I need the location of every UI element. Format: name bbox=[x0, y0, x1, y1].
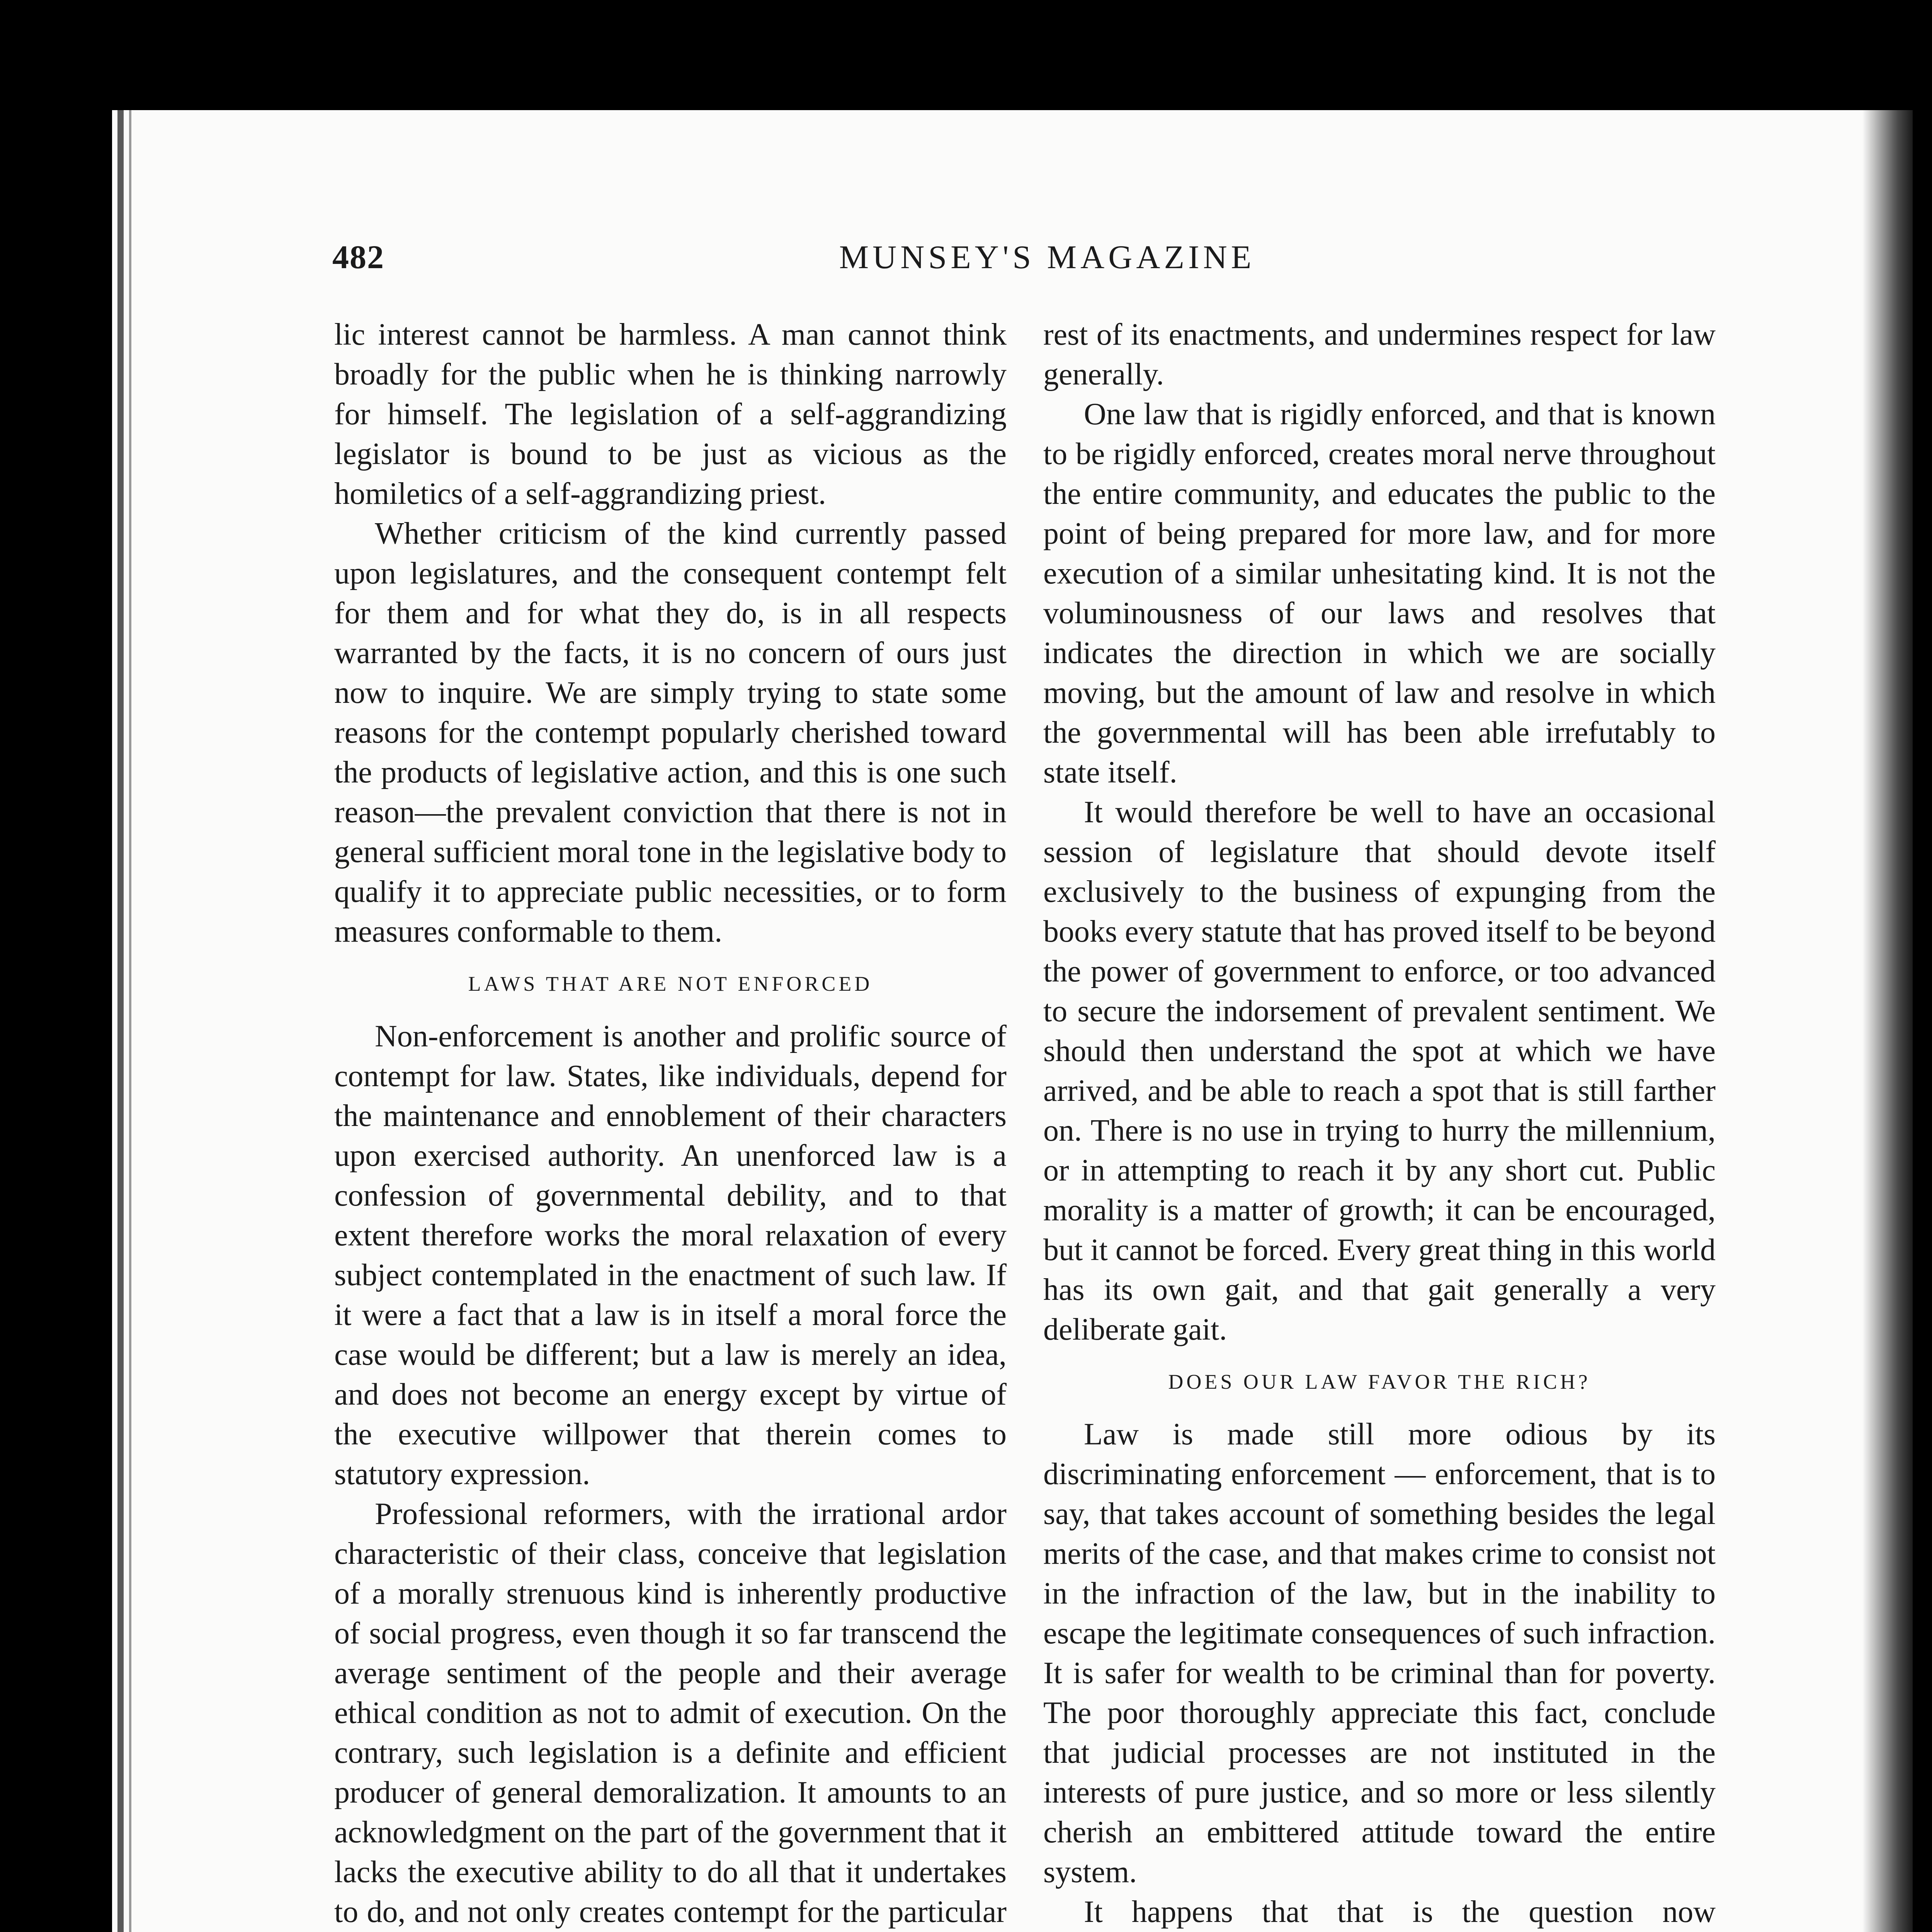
paragraph: It would therefore be well to have an occasional session of legislature that should devote itself exclusively to the business of expunging from the books every statute that has proved itself to be beyond the power of government to enforce, or too advanced to secure the indorsement of prevalent sentiment. We should then understand the spot at which we have arrived, and be able to reach a spot that is still farther on. There is no use in trying to hurry the millennium, or in attempting to reach it by any short cut. Public morality is a matter of growth; it can be encouraged, but it cannot be forced. Every great thing in this world has its own gait, and that gait generally a very deliberate gait. bbox=[1043, 795, 1716, 1347]
paragraph: It happens that that is the question now bbox=[1084, 1895, 1716, 1929]
paragraph: Non-enforcement is another and prolific source of contempt for law. States, like individuals, depend for the maintenance and ennoblement of their characters upon exercised authority. An unenforced law is a confession of governmental debility, and to that extent therefore works the moral relaxation of every subject contemplated in the enactment of such law. If it were a fact that a law is in itself a moral force the case would be different; but a law is merely an idea, and does not become an energy except by virtue of the executive willpower that therein comes to statutory expression. bbox=[334, 1019, 1007, 1491]
section-heading: DOES OUR LAW FAVOR THE RICH? bbox=[1168, 1370, 1591, 1393]
right-column bbox=[1043, 315, 1716, 1932]
paragraph: One law that is rigidly enforced, and that is known to be rigidly enforced, creates moral nerve throughout the entire community, and educates the public to the point of being prepared for more law, and for more execution of a similar unhesitating kind. It is not the voluminousness of our laws and resolves that indicates the direction in which we are socially moving, but the amount of law and resolve in which the governmental will has been able irrefutably to state itself. bbox=[1043, 397, 1716, 789]
paragraph: lic interest cannot be harmless. A man cannot think broadly for the public when he is thinking narrowly for himself. The legislation of a self-aggrandizing legislator is bound to be just as vicious as the homiletics of a self-aggrandizing priest. bbox=[334, 318, 1007, 511]
page-edge-rule bbox=[117, 110, 124, 1932]
paragraph: rest of its enactments, and undermines respect for law generally. bbox=[1043, 318, 1716, 391]
paragraph: Law is made still more odious by its discriminating enforcement — enforcement, that is to say, that takes account of something besides the legal merits of the case, and that makes crime to consist not in the infraction of the law, but in the inability to escape the legitimate consequences of such infraction. It is safer for wealth to be criminal than for poverty. The poor thoroughly appreciate this fact, conclude that judicial processes are not instituted in the interests of pure justice, and so more or less silently cherish an embittered attitude toward the entire system. bbox=[1043, 1417, 1716, 1889]
page-header bbox=[332, 238, 1762, 292]
left-column bbox=[334, 315, 1007, 1932]
running-title: MUNSEY'S MAGAZINE bbox=[839, 238, 1255, 276]
magazine-page bbox=[112, 110, 1913, 1932]
binding-shadow bbox=[1862, 110, 1913, 1932]
page-edge-rule-inner bbox=[129, 110, 131, 1932]
section-heading: LAWS THAT ARE NOT ENFORCED bbox=[468, 972, 873, 995]
page-number: 482 bbox=[332, 238, 384, 276]
paragraph: Professional reformers, with the irrational ardor characteristic of their class, conceive that legislation of a morally strenuous kind is inherently productive of social progress, even though it so far transcend the average sentiment of the people and their average ethical condition as not to admit of execution. On the contrary, such legislation is a definite and efficient producer of general demoralization. It amounts to an acknowledgment on the part of the government that it lacks the executive ability to do all that it undertakes to do, and not only creates contempt for the particular bbox=[334, 1497, 1007, 1929]
paragraph: Whether criticism of the kind currently passed upon legislatures, and the consequent contempt felt for them and for what they do, is in all respects warranted by the facts, it is no concern of ours just now to inquire. We are simply trying to state some reasons for the contempt popularly cherished toward the products of legislative action, and this is one such reason—the prevalent conviction that there is not in general sufficient moral tone in the legislative body to qualify it to appreciate public necessities, or to form measures conformable to them. bbox=[334, 517, 1007, 949]
